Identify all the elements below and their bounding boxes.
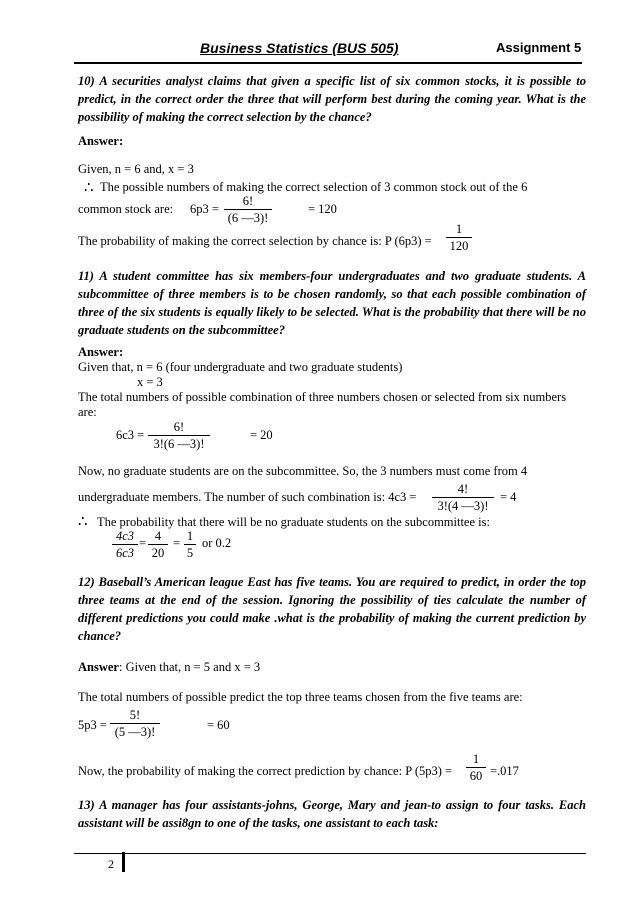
probability-text-12: Now, the probability of making the correct prediction by chance: P (5p3) = [78, 764, 453, 778]
fraction-bar [446, 237, 472, 238]
comb-result-11: = 20 [250, 428, 273, 442]
fraction-bar [184, 544, 196, 545]
question-12: 12) Baseball’s American league East has five teams. You are required to predict, in order the top three teams at the end of the session. Ignoring the possibility of ties calculate the number of different predictions you could make .what is the probability of making the current prediction by chance? [78, 575, 586, 643]
fraction-bar [432, 497, 494, 498]
probability-numerator-10: 1 [455, 222, 463, 236]
possible-line-10b: common stock are: [78, 202, 174, 216]
perm-numerator-12: 5! [129, 708, 141, 722]
question-10: 10) A securities analyst claims that given a specific list of six common stocks, it is possible to predict, in the correct order the three that will perform best during the coming year. What is the possibility of making the correct selection by the chance? [78, 74, 586, 124]
comb-denominator-11: 3!(6 —3)! [153, 437, 205, 451]
question-11: 11) A student committee has six members-four undergraduates and two graduate students. A subcommittee of three members is to be chosen randomly, so that each possible combination of three of the six students is equally likely to be selected. What is the probability that there will be no graduate students on the subcommittee? [78, 269, 586, 337]
now-line-11b: undergraduate members. The number of such combination is: 4c3 = [78, 490, 417, 504]
answer-label-11: Answer: [78, 345, 124, 359]
fraction-bar [148, 544, 168, 545]
therefore-symbol-10: ∴ [84, 180, 94, 196]
comb2-fraction-11 [432, 482, 494, 513]
total-line-11a: The total numbers of possible combination of three numbers chosen or selected from six numbers [78, 390, 567, 404]
fraction-4-over-20 [148, 529, 168, 560]
comb-numerator-11: 6! [173, 420, 185, 434]
probability-text-11: The probability that there will be no graduate students on the subcommittee is: [97, 515, 490, 529]
or-decimal-11: or 0.2 [202, 536, 232, 550]
answer-line-12 [78, 660, 260, 675]
comb2-denominator-11: 3!(4 —3)! [437, 499, 489, 513]
given-x-11: x = 3 [137, 375, 163, 389]
f1-denominator: 6c3 [115, 546, 135, 560]
perm-label-12: 5p3 = [78, 718, 107, 732]
equals-sign: = [173, 536, 181, 550]
equals-sign: = [139, 536, 147, 550]
fraction-bar [224, 209, 272, 210]
probability-fraction-12 [466, 752, 486, 783]
perm-denominator-12: (5 —3)! [114, 725, 156, 739]
comb2-result-11: = 4 [500, 490, 517, 504]
f2-denominator: 20 [151, 546, 165, 560]
footer-rule [74, 853, 586, 854]
possible-line-10a: The possible numbers of making the correct selection of 3 common stock out of the 6 [100, 180, 528, 194]
fraction-bar [148, 435, 210, 436]
fraction-4c3-over-6c3 [112, 529, 138, 560]
probability-result-12: =.017 [490, 764, 519, 778]
therefore-symbol-11: ∴ [78, 514, 88, 530]
probability-fraction-10 [446, 222, 472, 253]
f2-numerator: 4 [154, 529, 162, 543]
probability-denominator-12: 60 [469, 769, 483, 783]
perm-label-10: 6p3 = [190, 202, 219, 216]
now-line-11a: Now, no graduate students are on the subcommittee. So, the 3 numbers must come from 4 [78, 464, 528, 478]
answer-label-12: Answer [78, 660, 119, 674]
given-12: : Given that, n = 5 and x = 3 [118, 660, 261, 674]
perm-denominator-10: (6 —3)! [227, 211, 269, 225]
f3-numerator: 1 [186, 529, 194, 543]
total-text-12: The total numbers of possible predict the top three teams chosen from the five teams are: [78, 690, 523, 704]
question-13: 13) A manager has four assistants-johns, George, Mary and jean-to assign to four tasks. Each assistant will be assi8gn to one of the tasks, one assistant to each task: [78, 798, 586, 830]
probability-denominator-10: 120 [449, 239, 469, 253]
comb-label-11: 6c3 = [116, 428, 145, 442]
f3-denominator: 5 [186, 546, 194, 560]
fraction-1-over-5 [184, 529, 196, 560]
fraction-bar [466, 767, 486, 768]
assignment-label: Assignment 5 [496, 40, 582, 55]
comb2-numerator-11: 4! [457, 482, 469, 496]
perm-numerator-10: 6! [242, 194, 254, 208]
perm-result-10: = 120 [308, 202, 337, 216]
f1-numerator: 4c3 [115, 529, 135, 543]
comb-fraction-11 [148, 420, 210, 451]
given-10: Given, n = 6 and, x = 3 [78, 162, 194, 176]
perm-result-12: = 60 [207, 718, 230, 732]
document-title: Business Statistics (BUS 505) [200, 40, 399, 56]
answer-label-10: Answer: [78, 134, 124, 148]
given-11: Given that, n = 6 (four undergraduate and two graduate students) [78, 360, 403, 374]
probability-text-10: The probability of making the correct selection by chance is: P (6p3) = [78, 234, 432, 248]
page-number-bar [122, 852, 125, 872]
perm-fraction-12 [110, 708, 160, 739]
perm-fraction-10 [224, 194, 272, 225]
header-rule [74, 62, 582, 64]
fraction-bar [110, 723, 160, 724]
total-line-11b: are: [78, 405, 97, 419]
probability-numerator-12: 1 [472, 752, 480, 766]
page-number: 2 [108, 857, 114, 871]
fraction-bar [112, 544, 138, 545]
